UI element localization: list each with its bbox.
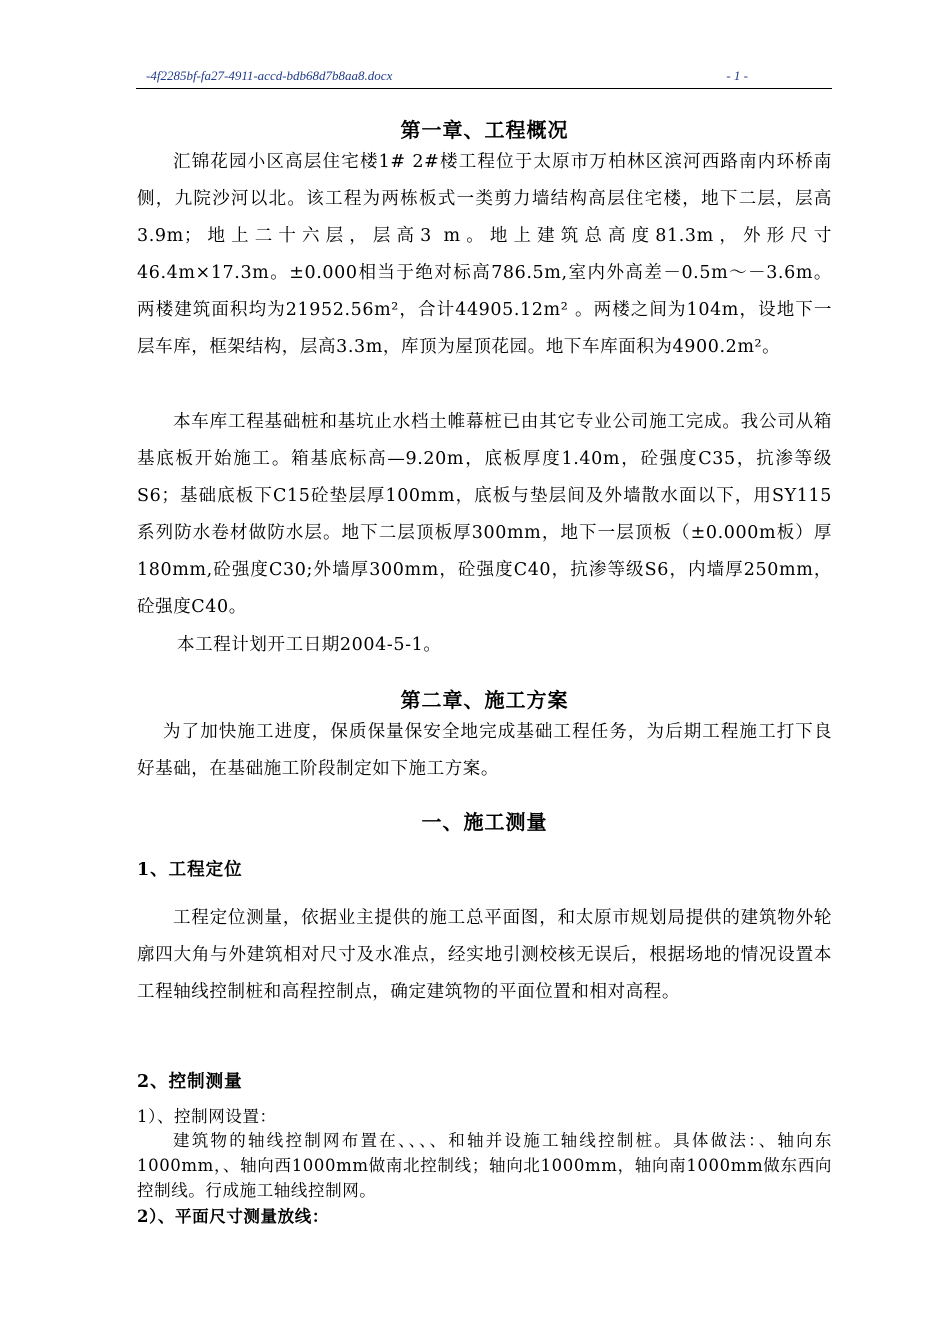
chapter2-para1: 为了加快施工进度，保质保量保安全地完成基础工程任务，为后期工程施工打下良好基础，在基础施工阶段制定如下施工方案。 [137, 722, 832, 779]
header-filename: -4f2285bf-fa27-4911-accd-bdb68d7b8aa8.docx [146, 68, 393, 83]
subsection-2-title: 2、控制测量 [137, 1072, 243, 1092]
subsection-1-title: 1、工程定位 [137, 860, 243, 880]
item-1-para: 建筑物的轴线控制网布置在、、、、和轴并设施工轴线控制桩。具体做法：、轴向东1000mm，、轴向西1000mm做南北控制线；轴向北1000mm，轴向南1000mm做东西向控制线。行成施工轴线控制网。 [137, 1131, 832, 1200]
chapter1-title: 第一章、工程概况 [400, 118, 569, 142]
chapter1-para3: 本工程计划开工日期2004-5-1。 [177, 635, 442, 655]
page-header [136, 66, 832, 89]
chapter2-title: 第二章、施工方案 [400, 688, 569, 712]
item-2-title: 2）、平面尺寸测量放线： [137, 1207, 329, 1226]
section1-title: 一、施工测量 [421, 810, 548, 834]
header-page-number: - 1 - [726, 68, 748, 83]
chapter1-para2: 本车库工程基础桩和基坑止水档土帷幕桩已由其它专业公司施工完成。我公司从箱基底板开始施工。箱基底标高—9.20m，底板厚度1.40m，砼强度C35，抗渗等级S6；基础底板下C15砼垫层厚100mm，底板与垫层间及外墙散水面以下，用SY115系列防水卷材做防水层。地下二层顶板厚300mm，地下一层顶板（±0.000m板）厚180mm,砼强度C30;外墙厚300mm，砼强度C40，抗渗等级S6，内墙厚250mm，砼强度C40。 [137, 412, 832, 617]
item-1-title: 1）、控制网设置： [137, 1107, 277, 1126]
subsection-1-para: 工程定位测量，依据业主提供的施工总平面图，和太原市规划局提供的建筑物外轮廓四大角与外建筑相对尺寸及水准点，经实地引测校核无误后，根据场地的情况设置本工程轴线控制桩和高程控制点，确定建筑物的平面位置和相对高程。 [137, 908, 832, 1002]
chapter1-para1: 汇锦花园小区高层住宅楼1# 2#楼工程位于太原市万柏林区滨河西路南内环桥南侧，九院沙河以北。该工程为两栋板式一类剪力墙结构高层住宅楼，地下二层，层高3.9m；地上二十六层，层高3 m。地上建筑总高度81.3m，外形尺寸46.4m×17.3m。±0.000相当于绝对标高786.5m,室内外高差－0.5m～－3.6m。两楼建筑面积均为21952.56m²，合计44905.12m² 。两楼之间为104m，设地下一层车库，框架结构，层高3.3m，库顶为屋顶花园。地下车库面积为4900.2m²。 [137, 152, 832, 357]
